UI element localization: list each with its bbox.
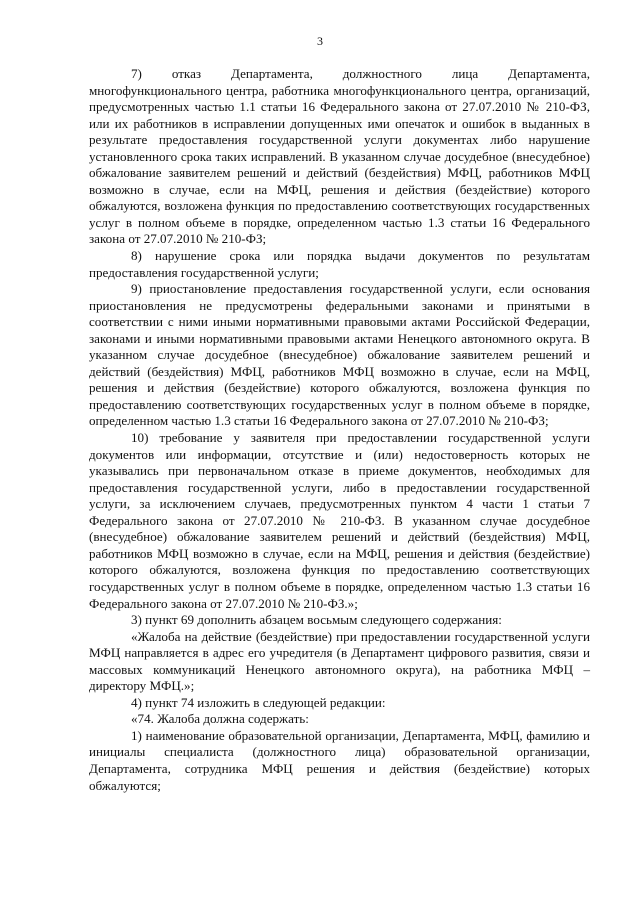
paragraph-item-10: 10) требование у заявителя при предоставлении государственной услуги документов или информации, отсутствие и (или) недостоверность которых не указывались при первоначальном отказе в приеме документов, необходимых для предоставления государственной услуги, либо в предоставлении государственной услуги, за исключением случаев, предусмотренных пунктом 4 части 1 статьи 7 Федерального закона от 27.07.2010 № 210-ФЗ. В указанном случае досудебное (внесудебное) обжалование заявителем решений и действий (бездействия) МФЦ, работников МФЦ возможно в случае, если на МФЦ, решения и действия (бездействие) которого обжалуются, возложена функция по предоставлению соответствующих государственных услуг в полном объеме в порядке, определенном частью 1.3 статьи 16 Федерального закона от 27.07.2010 № 210-ФЗ.»; xyxy=(89,430,590,611)
page-number: 3 xyxy=(317,34,323,48)
paragraph-amendment-4: 4) пункт 74 изложить в следующей редакции: xyxy=(131,694,386,710)
paragraph-item-8: 8) нарушение срока или порядка выдачи документов по результатам предоставления государственной услуги; xyxy=(89,248,590,280)
paragraph-quoted-complaint: «Жалоба на действие (бездействие) при предоставлении государственной услуги МФЦ направляется в адрес его учредителя (в Департамент цифрового развития, связи и массовых коммуникаций Ненецкого автономного округа), на работника МФЦ – директору МФЦ.»; xyxy=(89,628,590,694)
paragraph-clause-74-item-1: 1) наименование образовательной организации, Департамента, МФЦ, фамилию и инициалы специалиста (должностного лица) образовательной организации, Департамента, сотрудника МФЦ решения и действия (бездействие) которых обжалуются; xyxy=(89,727,590,793)
document-body xyxy=(89,66,590,794)
paragraph-item-7: 7) отказ Департамента, должностного лица Департамента, многофункционального центра, работника многофункционального центра, организаций, предусмотренных частью 1.1 статьи 16 Федерального закона от 27.07.2010 № 210-ФЗ, или их работников в исправлении допущенных ими опечаток и ошибок в выданных в результате предоставления государственной услуги документах либо нарушение установленного срока таких исправлений. В указанном случае досудебное (внесудебное) обжалование заявителем решений и действий (бездействия) МФЦ, работников МФЦ возможно в случае, если на МФЦ, решения и действия (бездействие) которого обжалуются, возложена функция по предоставлению соответствующих государственных услуг в полном объеме в порядке, определенном частью 1.3 статьи 16 Федерального закона от 27.07.2010 № 210-ФЗ; xyxy=(89,66,590,247)
paragraph-clause-74: «74. Жалоба должна содержать: xyxy=(131,711,309,727)
paragraph-amendment-3: 3) пункт 69 дополнить абзацем восьмым следующего содержания: xyxy=(131,612,502,628)
paragraph-item-9: 9) приостановление предоставления государственной услуги, если основания приостановления не предусмотрены федеральными законами и принятыми в соответствии с ними иными нормативными правовыми актами Российской Федерации, законами и иными нормативными правовыми актами Ненецкого автономного округа. В указанном случае досудебное (внесудебное) обжалование заявителем решений и действий (бездействия) МФЦ, работников МФЦ возможно в случае, если на МФЦ, решения и действия (бездействие) которого обжалуются, возложена функция по предоставлению соответствующих государственных услуг в полном объеме в порядке, определенном частью 1.3 статьи 16 Федерального закона от 27.07.2010 № 210-ФЗ; xyxy=(89,281,590,429)
